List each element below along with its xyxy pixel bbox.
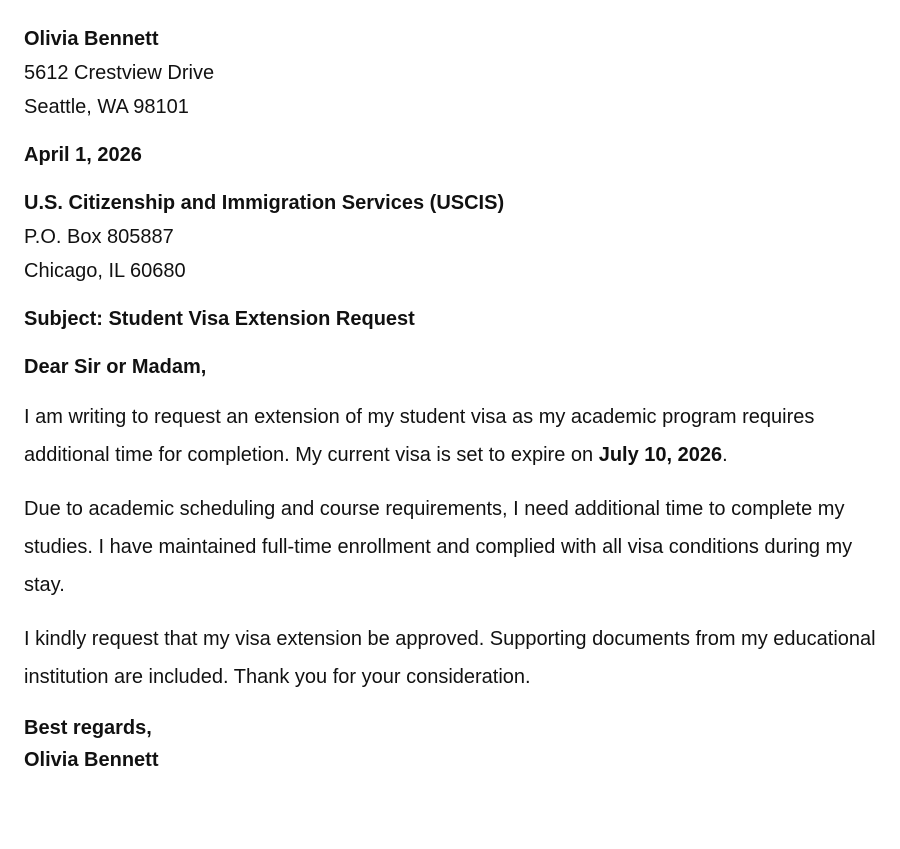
salutation-block — [24, 350, 876, 384]
closing-salutation: Best regards, — [24, 717, 152, 739]
closing-name: Olivia Bennett — [24, 749, 159, 771]
closing-block — [24, 712, 876, 776]
recipient-address-line-2: Chicago, IL 60680 — [24, 260, 186, 282]
subject-block — [24, 302, 876, 336]
sender-name: Olivia Bennett — [24, 28, 159, 50]
body-paragraph-1-text-before: I am writing to request an extension of my student visa as my academic program requires additional time for completion. My current visa is set to expire on — [24, 406, 815, 466]
subject-line: Subject: Student Visa Extension Request — [24, 308, 415, 330]
salutation: Dear Sir or Madam, — [24, 356, 207, 378]
body-paragraph-3: I kindly request that my visa extension be approved. Supporting documents from my educational institution are included. Thank you for your consideration. — [24, 628, 876, 688]
letter-date: April 1, 2026 — [24, 144, 142, 166]
recipient-name: U.S. Citizenship and Immigration Services (USCIS) — [24, 192, 505, 214]
body-paragraph-1-text-after: . — [722, 444, 728, 466]
date-block — [24, 138, 876, 172]
sender-address-line-1: 5612 Crestview Drive — [24, 62, 215, 84]
body-paragraph-2: Due to academic scheduling and course requirements, I need additional time to complete my studies. I have maintained full-time enrollment and complied with all visa conditions during my stay. — [24, 498, 853, 596]
body-paragraph-1 — [24, 398, 876, 474]
recipient-address-line-1: P.O. Box 805887 — [24, 226, 174, 248]
sender-block — [24, 22, 876, 124]
recipient-block — [24, 186, 876, 288]
sender-address-line-2: Seattle, WA 98101 — [24, 96, 189, 118]
visa-expiry-date: July 10, 2026 — [598, 444, 723, 466]
